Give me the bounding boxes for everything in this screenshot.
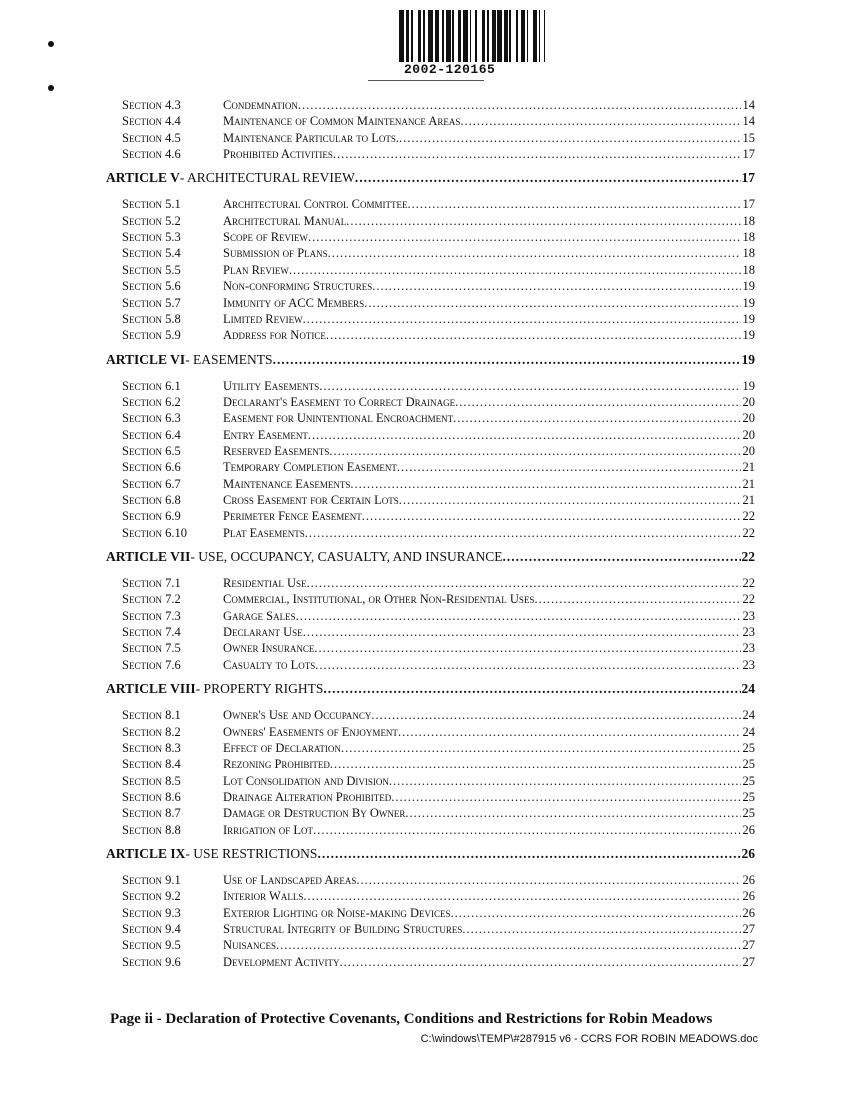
section-label: Section 6.2 [122, 394, 181, 409]
toc-section-row [122, 327, 755, 343]
page-number: 19 [741, 351, 755, 367]
section-label: Section 8.4 [122, 757, 181, 772]
section-label: Section 6.8 [122, 493, 181, 507]
page-number: 19 [742, 311, 755, 326]
toc-article-row [106, 845, 755, 863]
dot-leader [364, 295, 741, 311]
page-number: 25 [742, 757, 755, 772]
dot-leader [372, 278, 741, 294]
dot-leader [308, 427, 741, 443]
section-label: Section 7.2 [122, 592, 181, 607]
toc-section-row [122, 724, 755, 740]
toc-section-row [122, 608, 755, 624]
section-title: Interior Walls [223, 889, 304, 904]
section-label: Section 6.7 [122, 476, 181, 491]
page-number: 26 [742, 889, 755, 904]
toc-section-row [122, 789, 755, 805]
dot-leader [389, 773, 741, 789]
dot-leader [356, 872, 741, 888]
barcode-number: 2002-120165 [404, 62, 496, 77]
section-title: Owner's Use and Occupancy [223, 708, 372, 723]
toc-section-row [122, 624, 755, 640]
section-title: Damage or Destruction By Owner [223, 806, 406, 821]
section-title: Rezoning Prohibited [223, 757, 330, 772]
toc-section-row [122, 905, 755, 921]
section-label: Section 4.3 [122, 98, 181, 112]
section-title: Plat Easements [223, 525, 305, 540]
dot-leader [314, 640, 741, 656]
dot-leader [276, 937, 741, 953]
toc-section-row [122, 262, 755, 278]
dot-leader [303, 888, 741, 904]
section-label: Section 4.6 [122, 147, 181, 162]
section-title: Irrigation of Lot [223, 822, 314, 837]
section-title: Perimeter Fence Easement [223, 509, 362, 524]
article-label: ARTICLE VII [106, 549, 191, 565]
page-number: 22 [742, 509, 755, 524]
section-title: Casualty to Lots [223, 657, 316, 672]
punch-dot-top [48, 41, 54, 47]
page-number: 27 [742, 954, 755, 969]
section-title: Limited Review [223, 311, 303, 326]
section-label: Section 9.2 [122, 889, 181, 904]
section-title: Residential Use [223, 576, 307, 591]
toc-section-row [122, 888, 755, 904]
toc-section-row [122, 213, 755, 229]
page-number: 21 [742, 460, 755, 475]
page-number: 18 [742, 262, 755, 277]
section-label: Section 7.1 [122, 576, 181, 591]
page-number: 20 [742, 427, 755, 442]
dot-leader [305, 525, 741, 541]
section-title: Easement for Unintentional Encroachment [223, 411, 454, 426]
page-number: 17 [742, 197, 755, 212]
toc-section-row [122, 954, 755, 970]
toc-section-row [122, 921, 755, 937]
page-number: 25 [742, 806, 755, 821]
section-title: Exterior Lighting or Noise-making Devices [223, 905, 451, 920]
section-label: Section 5.1 [122, 197, 181, 212]
toc-section-row [122, 756, 755, 772]
dot-leader [399, 492, 741, 508]
article-title: - PROPERTY RIGHTS [195, 681, 324, 697]
section-label: Section 4.4 [122, 114, 181, 129]
page-number: 19 [742, 378, 755, 393]
toc-section-row [122, 245, 755, 261]
dot-leader [407, 196, 741, 212]
section-title: Use of Landscaped Areas [223, 872, 357, 887]
section-title: Structural Integrity of Building Structures [223, 922, 463, 936]
page-number: 25 [742, 740, 755, 755]
page-number: 24 [741, 681, 755, 697]
page-number: 25 [742, 789, 755, 804]
page-number: 19 [742, 328, 755, 343]
punch-dot-bottom [48, 85, 54, 91]
page-number: 22 [741, 549, 755, 565]
dot-leader [298, 97, 741, 113]
section-title: Nuisances [223, 938, 277, 953]
toc-section-row [122, 459, 755, 475]
dot-leader [391, 789, 741, 805]
page-number: 19 [742, 295, 755, 310]
page-number: 18 [742, 213, 755, 228]
dot-leader [333, 146, 741, 162]
section-title: Maintenance Particular to Lots. [223, 130, 399, 145]
section-label: Section 8.5 [122, 773, 181, 788]
section-title: Development Activity [223, 954, 340, 969]
dot-leader [306, 575, 741, 591]
section-label: Section 6.6 [122, 460, 181, 475]
toc-section-row [122, 707, 755, 723]
dot-leader [317, 845, 741, 863]
dot-leader [289, 262, 741, 278]
toc-section-row [122, 113, 755, 129]
section-label: Section 8.1 [122, 708, 181, 723]
section-label: Section 7.3 [122, 608, 181, 623]
section-title: Temporary Completion Easement [223, 460, 397, 475]
dot-leader [399, 130, 741, 146]
dot-leader [341, 740, 741, 756]
toc-section-row [122, 591, 755, 607]
section-title: Commercial, Institutional, or Other Non-Residential Uses [223, 592, 535, 607]
dot-leader [315, 657, 741, 673]
section-title: Immunity of ACC Members [223, 295, 365, 310]
dot-leader [460, 113, 741, 129]
dot-leader [462, 921, 741, 937]
page-number: 20 [742, 394, 755, 409]
toc-section-row [122, 872, 755, 888]
section-title: Maintenance Easements [223, 476, 351, 491]
page-number: 26 [742, 905, 755, 920]
section-title: Plan Review [223, 262, 289, 277]
section-label: Section 8.7 [122, 806, 181, 821]
section-title: Lot Consolidation and Division [223, 773, 389, 788]
article-title: - ARCHITECTURAL REVIEW [179, 170, 355, 186]
toc-section-row [122, 937, 755, 953]
page-number: 15 [742, 130, 755, 145]
section-label: Section 5.5 [122, 262, 181, 277]
footer-title: Page ii - Declaration of Protective Covenants, Conditions and Restrictions for Robin Meadows [110, 1011, 713, 1027]
section-title: Reserved Easements [223, 443, 330, 458]
page-number: 14 [742, 98, 755, 112]
dot-leader [534, 591, 741, 607]
page-number: 18 [742, 230, 755, 245]
section-label: Section 7.6 [122, 657, 181, 672]
page-number: 27 [742, 922, 755, 936]
section-title: Scope of Review [223, 230, 309, 245]
page-number: 21 [742, 493, 755, 507]
section-title: Condemnation [223, 98, 298, 112]
section-title: Cross Easement for Certain Lots [223, 493, 399, 507]
toc-section-row [122, 146, 755, 162]
toc-section-row [122, 773, 755, 789]
page-number: 24 [742, 724, 755, 739]
article-label: ARTICLE IX [106, 845, 186, 861]
section-title: Garage Sales [223, 608, 296, 623]
toc-section-row [122, 740, 755, 756]
dot-leader [273, 351, 741, 369]
toc-section-row [122, 130, 755, 146]
section-title: Architectural Manual [223, 213, 347, 228]
toc-section-row [122, 97, 755, 113]
toc-section-row [122, 378, 755, 394]
page-number: 25 [742, 773, 755, 788]
dot-leader [346, 213, 741, 229]
toc-section-row [122, 229, 755, 245]
dot-leader [303, 311, 741, 327]
section-title: Utility Easements [223, 378, 320, 393]
section-label: Section 8.6 [122, 789, 181, 804]
section-label: Section 6.4 [122, 427, 181, 442]
section-label: Section 7.4 [122, 625, 181, 640]
toc-section-row [122, 805, 755, 821]
dot-leader [453, 410, 741, 426]
toc-section-row [122, 508, 755, 524]
dot-leader [405, 805, 741, 821]
dot-leader [313, 822, 741, 838]
toc-section-row [122, 278, 755, 294]
article-label: ARTICLE VIII [106, 681, 196, 697]
toc-section-row [122, 492, 755, 508]
section-label: Section 9.5 [122, 938, 181, 953]
section-label: Section 9.4 [122, 922, 181, 936]
section-title: Owner Insurance [223, 641, 315, 656]
section-label: Section 6.10 [122, 525, 187, 540]
dot-leader [328, 245, 741, 261]
section-title: Owners' Easements of Enjoyment [223, 724, 398, 739]
section-label: Section 8.2 [122, 724, 181, 739]
page-number: 23 [742, 657, 755, 672]
page-number: 26 [742, 872, 755, 887]
dot-leader [371, 707, 741, 723]
section-title: Effect of Declaration [223, 740, 341, 755]
section-label: Section 9.1 [122, 872, 181, 887]
section-title: Address for Notice [223, 328, 326, 343]
article-label: ARTICLE VI [106, 351, 186, 367]
dot-leader [397, 459, 741, 475]
dot-leader [308, 229, 741, 245]
section-title: Drainage Alteration Prohibited [223, 789, 392, 804]
page-number: 26 [741, 845, 755, 861]
section-label: Section 8.3 [122, 740, 181, 755]
toc-section-row [122, 427, 755, 443]
section-title: Declarant's Easement to Correct Drainage [223, 394, 456, 409]
section-title: Maintenance of Common Maintenance Areas [223, 114, 461, 129]
section-title: Submission of Plans [223, 246, 328, 261]
dot-leader [323, 680, 741, 698]
section-label: Section 5.9 [122, 328, 181, 343]
section-label: Section 5.3 [122, 230, 181, 245]
toc-section-row [122, 394, 755, 410]
page-number: 17 [741, 170, 755, 186]
page-number: 18 [742, 246, 755, 261]
article-title: - USE, OCCUPANCY, CASUALTY, AND INSURANCE [190, 549, 503, 565]
section-label: Section 6.3 [122, 411, 181, 426]
section-label: Section 9.6 [122, 954, 181, 969]
page-number: 20 [742, 443, 755, 458]
page-number: 26 [742, 822, 755, 837]
article-label: ARTICLE V [106, 170, 180, 186]
dot-leader [326, 327, 741, 343]
dot-leader [303, 624, 741, 640]
section-title: Non-conforming Structures [223, 279, 373, 294]
dot-leader [503, 548, 741, 566]
dot-leader [339, 954, 741, 970]
dot-leader [362, 508, 741, 524]
toc-section-row [122, 295, 755, 311]
section-label: Section 5.6 [122, 279, 181, 294]
dot-leader [450, 905, 741, 921]
dot-leader [355, 169, 741, 187]
dot-leader [329, 443, 741, 459]
section-label: Section 6.9 [122, 509, 181, 524]
page-number: 21 [742, 476, 755, 491]
footer-file-path: C:\windows\TEMP\#287915 v6 - CCRS FOR ROBIN MEADOWS.doc [420, 1033, 758, 1045]
page-number: 22 [742, 525, 755, 540]
dot-leader [398, 724, 741, 740]
section-label: Section 8.8 [122, 822, 181, 837]
dot-leader [455, 394, 741, 410]
toc-section-row [122, 525, 755, 541]
dot-leader [319, 378, 741, 394]
page-number: 22 [742, 592, 755, 607]
article-title: - EASEMENTS [185, 351, 273, 367]
section-title: Architectural Control Committee [223, 197, 408, 212]
section-title: Prohibited Activities [223, 147, 333, 162]
toc-article-row [106, 680, 755, 698]
section-label: Section 9.3 [122, 905, 181, 920]
page-number: 20 [742, 411, 755, 426]
section-label: Section 4.5 [122, 130, 181, 145]
page-number: 19 [742, 279, 755, 294]
toc-article-row [106, 548, 755, 566]
toc-section-row [122, 410, 755, 426]
page-number: 22 [742, 576, 755, 591]
section-label: Section 5.8 [122, 311, 181, 326]
toc-section-row [122, 196, 755, 212]
barcode-underline [368, 80, 484, 81]
section-label: Section 5.4 [122, 246, 181, 261]
page-number: 24 [742, 708, 755, 723]
section-label: Section 6.5 [122, 443, 181, 458]
page-number: 23 [742, 625, 755, 640]
toc-section-row [122, 476, 755, 492]
section-label: Section 6.1 [122, 378, 181, 393]
toc-section-row [122, 657, 755, 673]
page-number: 14 [742, 114, 755, 129]
article-title: - USE RESTRICTIONS [185, 845, 318, 861]
dot-leader [350, 476, 741, 492]
section-title: Entry Easement [223, 427, 308, 442]
barcode [399, 10, 551, 62]
page-number: 23 [742, 608, 755, 623]
page-number: 17 [742, 147, 755, 162]
section-title: Declarant Use [223, 625, 303, 640]
toc-section-row [122, 575, 755, 591]
toc-section-row [122, 640, 755, 656]
section-label: Section 5.2 [122, 213, 181, 228]
toc-article-row [106, 169, 755, 187]
section-label: Section 7.5 [122, 641, 181, 656]
page-number: 23 [742, 641, 755, 656]
toc-article-row [106, 351, 755, 369]
dot-leader [330, 756, 741, 772]
toc-section-row [122, 311, 755, 327]
page-number: 27 [742, 938, 755, 953]
toc-section-row [122, 822, 755, 838]
dot-leader [296, 608, 741, 624]
section-label: Section 5.7 [122, 295, 181, 310]
toc-section-row [122, 443, 755, 459]
